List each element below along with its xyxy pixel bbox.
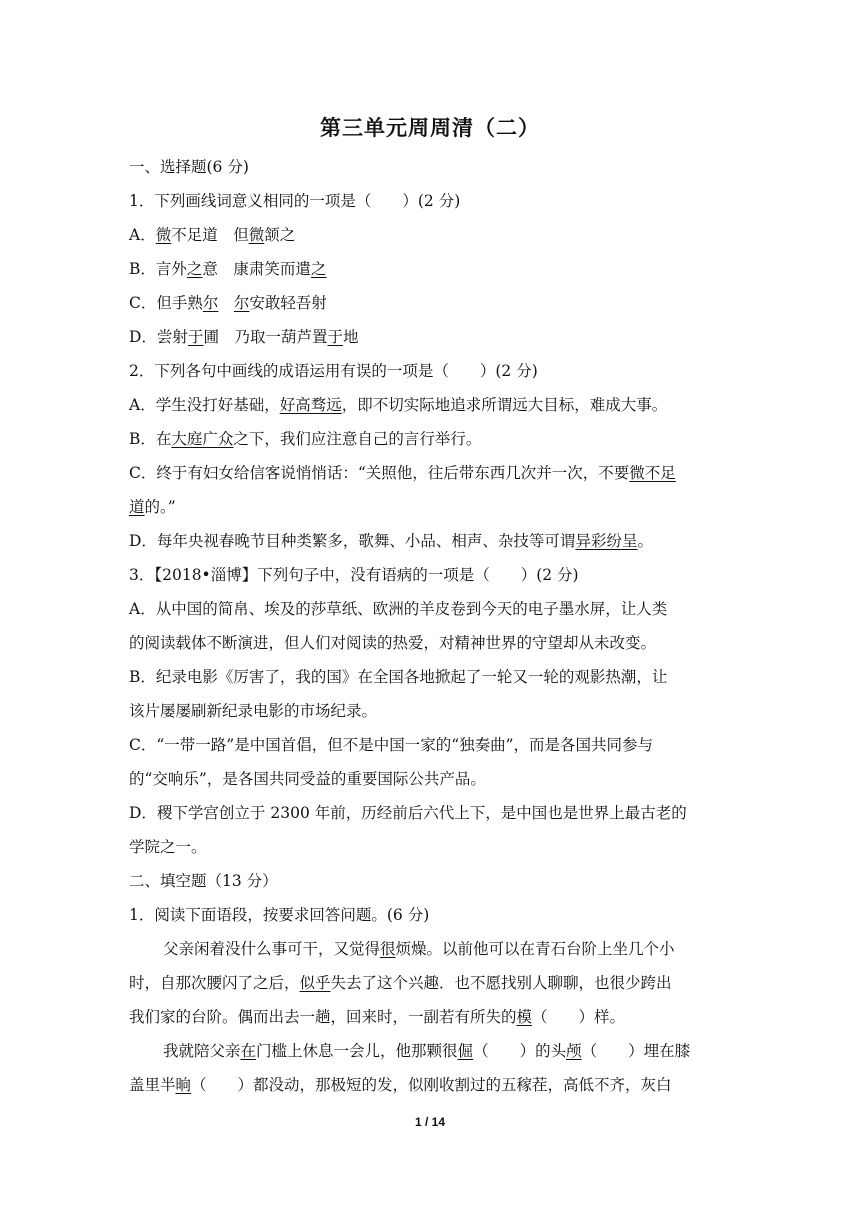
fill-question-1: 1．阅读下面语段，按要求回答问题。(6 分) [129, 906, 430, 924]
section-heading-choice: 一、选择题(6 分) [129, 158, 249, 176]
q1-option-b: B．言外之意 康肃笑而遣之 [129, 260, 327, 278]
page-title: 第三单元周周清（二） [320, 116, 540, 140]
q2-option-d: D．每年央视春晚节目种类繁多，歌舞、小品、相声、杂技等可谓异彩纷呈。 [129, 532, 653, 550]
page-number: 1 / 14 [414, 1115, 446, 1129]
passage-line: 父亲闲着没什么事可干，又觉得很烦燥。以前他可以在青石台阶上坐几个小 [163, 940, 675, 958]
question-1: 1．下列画线词意义相同的一项是（ ）(2 分) [129, 192, 461, 210]
q3-option-c: C．“一带一路”是中国首倡，但不是中国一家的“独奏曲”，而是各国共同参与 [129, 736, 654, 754]
q2-option-c: C．终于有妇女给信客说悄悄话：“关照他，往后带东西几次并一次，不要微不足 [129, 464, 676, 482]
passage-line: 我就陪父亲在门槛上休息一会儿，他那颗很倔（ ）的头颅（ ）埋在膝 [163, 1042, 691, 1060]
q3-option-d: D．稷下学宫创立于 2300 年前，历经前后六代上下，是中国也是世界上最古老的 [129, 804, 687, 822]
q3-option-b: B．纪录电影《厉害了，我的国》在全国各地掀起了一轮又一轮的观影热潮，让 [129, 668, 668, 686]
q2-option-a: A．学生没打好基础，好高骛远，即不切实际地追求所谓远大目标，难成大事。 [129, 396, 668, 414]
q3-option-a-cont: 的阅读载体不断演进，但人们对阅读的热爱，对精神世界的守望却从未改变。 [129, 634, 657, 652]
q1-option-d: D．尝射于圃 乃取一葫芦置于地 [129, 328, 359, 346]
q1-option-c: C．但手熟尔 尔安敢轻吾射 [129, 294, 327, 312]
passage-line: 我们家的台阶。偶而出去一趟，回来时，一副若有所失的模（ ）样。 [129, 1008, 626, 1026]
q3-option-c-cont: 的“交响乐”，是各国共同受益的重要国际公共产品。 [129, 770, 486, 788]
section-heading-fill: 二、填空题（13 分） [129, 872, 278, 890]
q3-option-b-cont: 该片屡屡刷新纪录电影的市场纪录。 [129, 702, 378, 720]
q3-option-d-cont: 学院之一。 [129, 838, 207, 856]
question-2: 2．下列各句中画线的成语运用有误的一项是（ ）(2 分) [129, 362, 538, 380]
q2-option-b: B．在大庭广众之下，我们应注意自己的言行举行。 [129, 430, 482, 448]
q3-option-a: A．从中国的简帛、埃及的莎草纸、欧洲的羊皮卷到今天的电子墨水屏，让人类 [129, 600, 668, 618]
passage-line: 盖里半晌（ ）都没动，那极短的发，似刚收割过的五稼茬，高低不齐，灰白 [129, 1076, 672, 1094]
passage-line: 时，自那次腰闪了之后，似乎失去了这个兴趣．也不愿找别人聊聊，也很少跨出 [129, 974, 672, 992]
q1-option-a: A．微不足道 但微颔之 [129, 226, 296, 244]
q2-option-c-cont: 道的。” [129, 498, 176, 516]
question-3: 3．【2018•淄博】下列句子中，没有语病的一项是（ ）(2 分) [129, 566, 579, 584]
